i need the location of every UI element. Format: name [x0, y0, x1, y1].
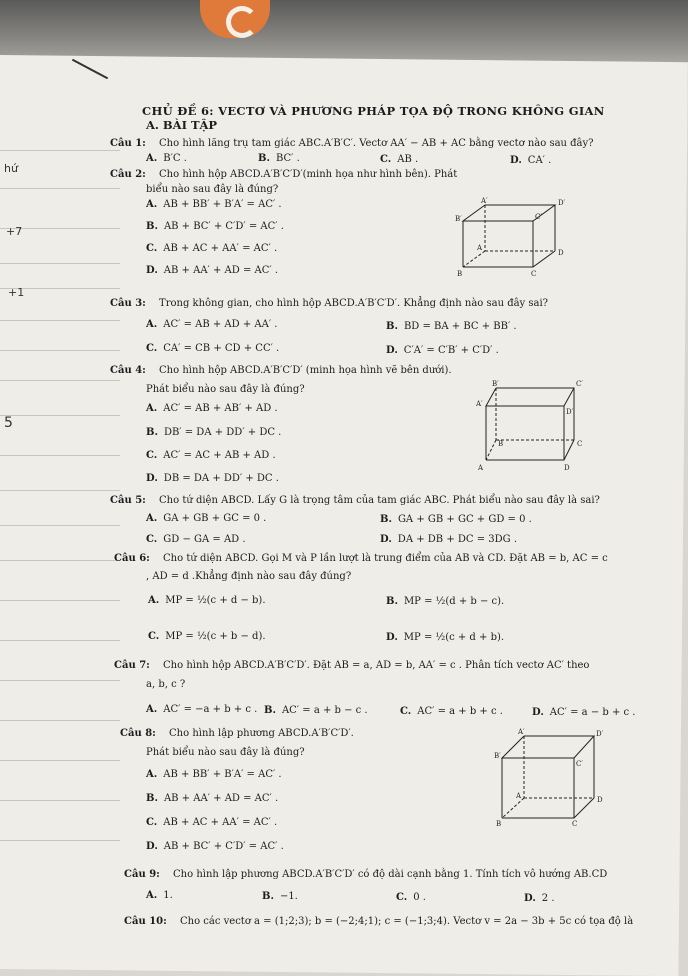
- question-4: [110, 364, 452, 377]
- question-9: [124, 868, 607, 881]
- question-text: Cho hình lăng trụ tam giác ABC.A′B′C′. Vectơ AA′ − AB + AC bằng vectơ nào sau đây?: [159, 138, 594, 149]
- vertex-label: A: [516, 792, 522, 800]
- vertex-label: C: [531, 270, 537, 278]
- vertex-label: D: [558, 249, 564, 257]
- question-text: Cho hình hộp ABCD.A′B′C′D′ (minh họa hình vẽ bên dưới).: [159, 365, 452, 376]
- vertex-label: A: [478, 464, 484, 472]
- option-d: D. C′A′ = C′B′ + C′D′ .: [386, 345, 499, 356]
- option-b: B. BD = BA + BC + BB′ .: [386, 321, 517, 332]
- question-label: Câu 7:: [114, 660, 150, 671]
- vertex-label: B′: [494, 752, 501, 760]
- option-d: D. 2 .: [524, 893, 555, 904]
- question-label: Câu 10:: [124, 916, 167, 927]
- question-text: Cho tứ diện ABCD. Gọi M và P lần lượt là trung điểm của AB và CD. Đặt AB = b, AC = c: [163, 553, 608, 564]
- option-c: C. MP = ½(c + b − d).: [148, 631, 266, 642]
- vertex-label: C′: [576, 760, 583, 768]
- option-a: A. AC′ = AB + AB′ + AD .: [146, 403, 278, 414]
- question-text-cont: Phát biểu nào sau đây là đúng?: [146, 384, 305, 395]
- figure-cube-q8: [494, 726, 614, 826]
- vertex-label: D′: [596, 730, 604, 738]
- question-text: Cho hình hộp ABCD.A′B′C′D′. Đặt AB = a, AD = b, AA′ = c . Phân tích vectơ AC′ theo: [163, 660, 590, 671]
- question-text-cont: a, b, c ?: [146, 679, 186, 690]
- margin-note: +7: [6, 225, 23, 238]
- vertex-label: D′: [566, 408, 574, 416]
- question-text: Cho hình lập phương ABCD.A′B′C′D′.: [169, 728, 354, 739]
- option-a: A. MP = ½(c + d − b).: [148, 595, 266, 606]
- question-label: Câu 5:: [110, 495, 146, 506]
- option-c: C. AB .: [380, 154, 419, 165]
- option-b: B. AB + AA′ + AD = AC′ .: [146, 793, 279, 804]
- question-7: [114, 659, 589, 672]
- question-text-cont: , AD = d .Khẳng định nào sau đây đúng?: [146, 571, 352, 582]
- figure-box-q4: [452, 378, 592, 474]
- option-d: D. MP = ½(c + d + b).: [386, 632, 505, 643]
- option-b: B. GA + GB + GC + GD = 0 .: [380, 514, 532, 525]
- option-d: D. AB + BC′ + C′D′ = AC′ .: [146, 841, 284, 852]
- question-text: Cho các vectơ a = (1;2;3); b = (−2;4;1); c = (−1;3;4). Vectơ v = 2a − 3b + 5c có tọa độ là: [180, 916, 634, 927]
- question-text: Cho tứ diện ABCD. Lấy G là trọng tâm của tam giác ABC. Phát biểu nào sau đây là sai?: [159, 495, 600, 506]
- option-c: C. AC′ = AC + AB + AD .: [146, 450, 276, 461]
- vertex-label: B: [457, 270, 463, 278]
- question-label: Câu 9:: [124, 869, 160, 880]
- question-text: Cho hình hộp ABCD.A′B′C′D′(minh họa như hình bên). Phát: [159, 169, 458, 180]
- option-b: B. DB′ = DA + DD′ + DC .: [146, 427, 282, 438]
- vertex-label: A′: [476, 400, 483, 408]
- section-title: A. BÀI TẬP: [146, 118, 218, 132]
- vertex-label: C′: [535, 213, 542, 221]
- option-d: D. DA + DB + DC = 3DG .: [380, 534, 518, 545]
- margin-note: 5: [4, 415, 13, 431]
- question-3: [110, 297, 548, 310]
- option-b: B. AC′ = a + b − c .: [264, 705, 368, 716]
- option-a: A. B′C .: [146, 153, 187, 164]
- option-c: C. CA′ = CB + CD + CC′ .: [146, 343, 280, 354]
- option-a: A. AB + BB′ + B′A′ = AC′ .: [146, 769, 282, 780]
- option-d: D. AC′ = a − b + c .: [532, 707, 636, 718]
- option-d: D. CA′ .: [510, 155, 552, 166]
- vertex-label: B: [498, 440, 504, 448]
- vertex-label: B: [496, 820, 502, 826]
- option-c: C. AB + AC + AA′ = AC′ .: [146, 817, 278, 828]
- figure-box-q2: [455, 197, 575, 279]
- vertex-label: C: [577, 440, 583, 448]
- option-c: C. AB + AC + AA′ = AC′ .: [146, 243, 278, 254]
- topic-title: CHỦ ĐỀ 6: VECTƠ VÀ PHƯƠNG PHÁP TỌA ĐỘ TRONG KHÔNG GIAN: [142, 104, 605, 118]
- option-a: A. AB + BB′ + B′A′ = AC′ .: [146, 199, 282, 210]
- option-a: A. GA + GB + GC = 0 .: [146, 513, 267, 524]
- vertex-label: C′: [576, 380, 583, 388]
- option-a: A. 1.: [146, 890, 173, 901]
- question-text-cont: Phát biểu nào sau đây là đúng?: [146, 747, 305, 758]
- option-c: C. 0 .: [396, 892, 426, 903]
- margin-note: hứ: [4, 162, 18, 175]
- question-label: Câu 3:: [110, 298, 146, 309]
- vertex-label: D: [597, 796, 603, 804]
- option-a: A. AC′ = −a + b + c .: [146, 704, 258, 715]
- vertex-label: B′: [492, 380, 499, 388]
- option-b: B. −1.: [262, 891, 298, 902]
- vertex-label: A: [477, 244, 483, 252]
- option-a: A. AC′ = AB + AD + AA′ .: [146, 319, 278, 330]
- question-label: Câu 6:: [114, 553, 150, 564]
- question-5: [110, 494, 600, 507]
- question-label: Câu 8:: [120, 728, 156, 739]
- question-10: [124, 915, 633, 928]
- margin-note: +1: [8, 286, 25, 299]
- question-text: Cho hình lập phương ABCD.A′B′C′D′ có độ dài cạnh bằng 1. Tính tích vô hướng AB.CD: [173, 869, 608, 880]
- vertex-label: B′: [455, 215, 462, 223]
- option-b: B. MP = ½(d + b − c).: [386, 596, 505, 607]
- vertex-label: A′: [481, 197, 488, 205]
- vertex-label: D′: [558, 199, 566, 207]
- option-b: B. AB + BC′ + C′D′ = AC′ .: [146, 221, 284, 232]
- question-text: Trong không gian, cho hình hộp ABCD.A′B′C′D′. Khẳng định nào sau đây sai?: [159, 298, 549, 309]
- question-text-cont: biểu nào sau đây là đúng?: [146, 184, 279, 195]
- question-8: [120, 727, 354, 740]
- option-c: C. GD − GA = AD .: [146, 534, 246, 545]
- option-b: B. BC′ .: [258, 153, 300, 164]
- question-1: [110, 137, 594, 150]
- option-d: D. AB + AA′ + AD = AC′ .: [146, 265, 279, 276]
- vertex-label: C: [572, 820, 578, 826]
- question-6: [114, 552, 608, 565]
- option-c: C. AC′ = a + b + c .: [400, 706, 503, 717]
- question-label: Câu 2:: [110, 169, 146, 180]
- question-2: [110, 168, 457, 181]
- question-label: Câu 1:: [110, 138, 146, 149]
- option-d: D. DB = DA + DD′ + DC .: [146, 473, 279, 484]
- vertex-label: A′: [518, 728, 525, 736]
- question-label: Câu 4:: [110, 365, 146, 376]
- vertex-label: D: [564, 464, 570, 472]
